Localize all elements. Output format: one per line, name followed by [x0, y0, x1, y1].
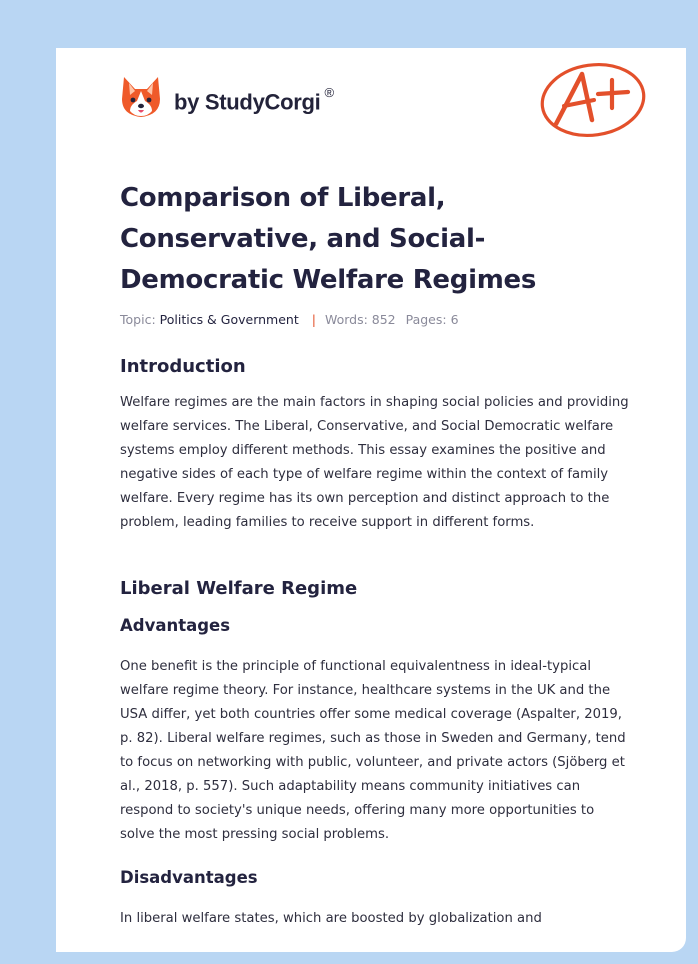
document-card — [56, 48, 686, 952]
brand-name: by StudyCorgi ® — [174, 84, 334, 115]
a-plus-grade-icon — [538, 56, 648, 142]
subheading-disadvantages: Disadvantages — [120, 868, 258, 887]
topic-label: Topic: — [120, 312, 156, 327]
page-title: Comparison of Liberal, Conservative, and Social-Democratic Welfare Regimes — [120, 183, 536, 295]
topic-link[interactable]: Politics & Government — [159, 312, 299, 327]
essay-meta — [120, 312, 459, 327]
meta-separator: | — [311, 312, 316, 327]
studycorgi-logo[interactable] — [120, 75, 334, 119]
advantages-paragraph: One benefit is the principle of functional equivalentness in ideal-typical welfare regime theory. For instance, healthcare systems in the UK and the USA differ, yet both countries offer some medical coverage (Aspalter, 2019, p. 82). Liberal welfare regimes, such as those in Sweden and Germany, tend to focus on networking with public, volunteer, and private actors (Sjöberg et al., 2018, p. 557). Such adaptability means community initiatives can respond to society's unique needs, offering many more opportunities to solve the most pressing social problems. — [120, 659, 626, 842]
corgi-logo-icon — [120, 75, 162, 119]
word-count: Words: 852 — [324, 312, 396, 327]
section-heading-introduction: Introduction — [120, 356, 246, 377]
introduction-paragraph: Welfare regimes are the main factors in shaping social policies and providing welfare services. The Liberal, Conservative, and Social Democratic welfare systems employ different methods. This essay examines the positive and negative sides of each type of welfare regime within the context of family welfare. Every regime has its own perception and distinct approach to the problem, leading families to receive support in different forms. — [120, 395, 629, 530]
disadvantages-paragraph: In liberal welfare states, which are boosted by globalization and — [120, 911, 542, 926]
subheading-advantages: Advantages — [120, 616, 231, 635]
page-count: Pages: 6 — [405, 312, 459, 327]
section-heading-liberal: Liberal Welfare Regime — [120, 578, 358, 599]
registered-mark: ® — [324, 84, 334, 100]
